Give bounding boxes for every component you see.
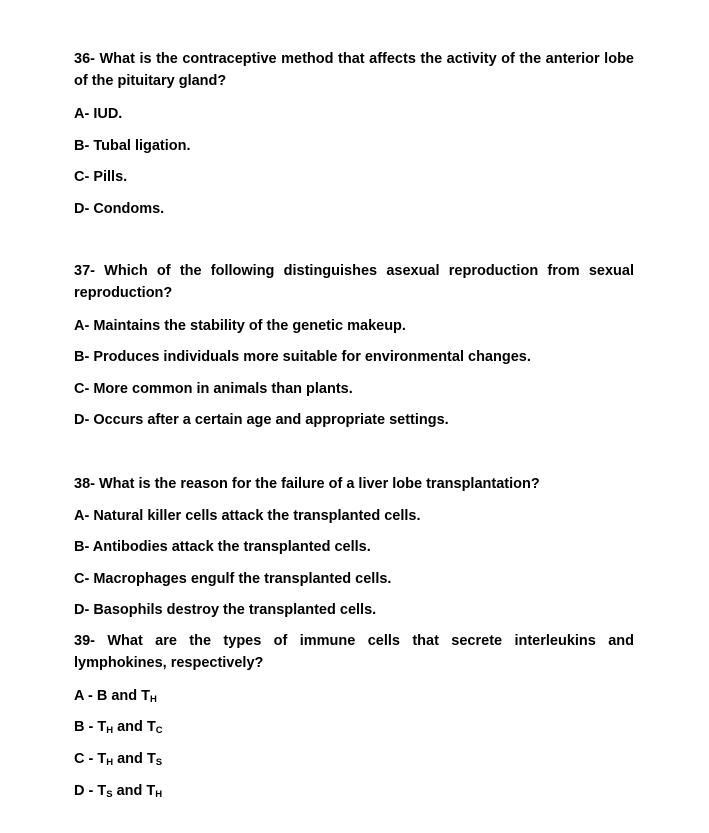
option-b: B- Produces individuals more suitable for environmental changes. — [74, 349, 531, 365]
option-d: D- Occurs after a certain age and appropriate settings. — [74, 412, 449, 428]
option-a: A- Natural killer cells attack the transplanted cells. — [74, 508, 421, 524]
option-d: D- Condoms. — [74, 201, 165, 217]
option-c: C- Pills. — [74, 169, 128, 185]
option-a: A - B and $T_H$ — [74, 688, 157, 705]
question-text: 39- What are the types of immune cells that secrete interleukins and lymphokines, respectively? — [74, 633, 634, 671]
option-b: B - $T_H$ and $T_C$ — [74, 719, 163, 736]
option-a: A- Maintains the stability of the genetic makeup. — [74, 318, 406, 334]
option-c: C- More common in animals than plants. — [74, 381, 353, 397]
option-a: A- IUD. — [74, 106, 123, 122]
option-d: D - $T_S$ and $T_H$ — [74, 783, 163, 800]
option-b: B- Antibodies attack the transplanted cells. — [74, 539, 371, 555]
option-d: D- Basophils destroy the transplanted cells. — [74, 602, 377, 618]
option-c: C- Macrophages engulf the transplanted cells. — [74, 571, 392, 587]
question-text: 36- What is the contraceptive method that affects the activity of the anterior lobe of the pituitary gland? — [74, 51, 634, 89]
option-c: C - $T_H$ and $T_S$ — [74, 751, 163, 768]
question-text: 37- Which of the following distinguishes asexual reproduction from sexual reproduction? — [74, 263, 634, 301]
question-text: 38- What is the reason for the failure of a liver lobe transplantation? — [74, 476, 540, 492]
option-b: B- Tubal ligation. — [74, 138, 191, 154]
